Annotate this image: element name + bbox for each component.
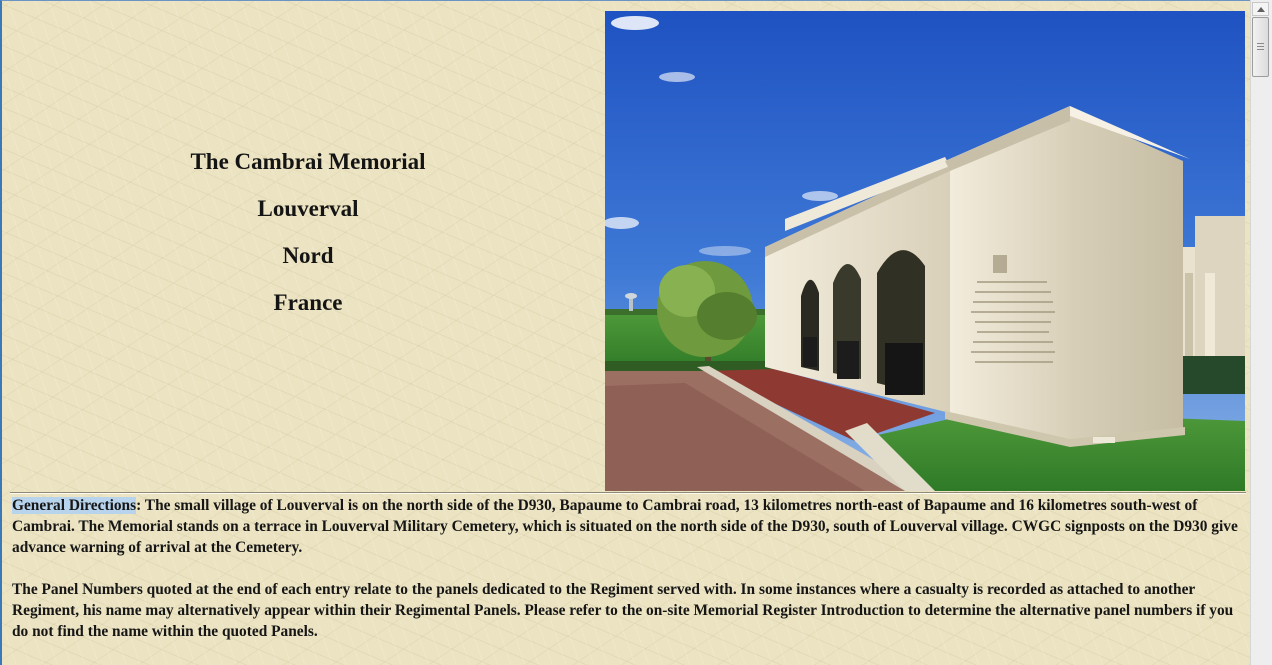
grip-line [1257,43,1264,44]
grip-line [1257,49,1264,50]
general-directions-text: : The small village of Louverval is on the north side of the D930, Bapaume to Cambrai road, 13 kilometres north-east of Bapaume and 16 kilometres south-west of Cambrai. The Memorial stands on a terrace in Louverval Military Cemetery, which is situated on the north side of the D930, south of Louverval village. CWGC signposts on the D930 give advance warning of arrival at the Cemetery. [12,497,1238,556]
panel-numbers-paragraph: The Panel Numbers quoted at the end of each entry relate to the panels dedicated to the Regiment served with. In some instances where a casualty is recorded as attached to another Regiment, his name may alternatively appear within their Regimental Panels. Please refer to the on-site Memorial Register Introduction to determine the alternative panel numbers if you do not find the name within the quoted Panels. [12,581,1234,640]
vertical-scrollbar[interactable] [1250,0,1272,665]
village-name: Louverval [257,196,359,221]
memorial-photo [605,11,1245,491]
scroll-up-arrow-icon[interactable] [1252,2,1269,16]
section-divider [10,492,1246,494]
grip-line [1257,46,1264,47]
scrollbar-thumb[interactable] [1252,17,1269,77]
memorial-title-block [12,141,604,329]
country-name: France [273,290,343,315]
page-content [12,495,1248,663]
memorial-name: The Cambrai Memorial [190,149,426,174]
department-name: Nord [282,243,334,268]
general-directions-label: General Directions [12,497,137,514]
general-directions-paragraph [12,495,1248,558]
